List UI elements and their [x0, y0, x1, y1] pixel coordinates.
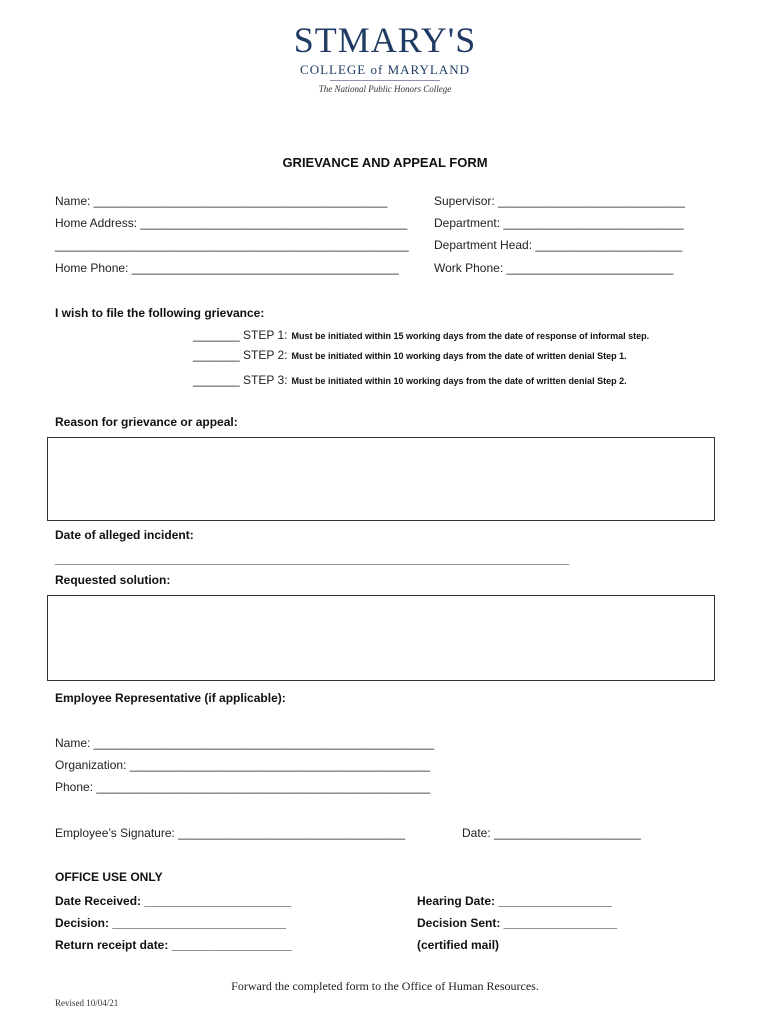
work-phone-field[interactable]: Work Phone: _________________________ [434, 261, 674, 275]
date-received-field[interactable]: Date Received: ______________________ [55, 894, 292, 908]
college-logo-subtitle: COLLEGE of MARYLAND [300, 62, 470, 77]
rep-name-field[interactable]: Name: ___________________________________________________ [55, 736, 435, 750]
step-3-label: _______ STEP 3: [193, 373, 288, 387]
grievance-heading: I wish to file the following grievance: [55, 306, 265, 320]
step-1-option[interactable] [193, 328, 649, 342]
incident-date-label: Date of alleged incident: [55, 528, 194, 542]
footer-instruction: Forward the completed form to the Office of Human Resources. [231, 979, 539, 993]
decision-field[interactable]: Decision: __________________________ [55, 916, 286, 930]
home-phone-field[interactable]: Home Phone: ________________________________________ [55, 261, 399, 275]
incident-date-line[interactable]: _____________________________________________________________________________ [55, 552, 569, 566]
revision-date: Revised 10/04/21 [55, 998, 119, 1008]
solution-textbox[interactable] [47, 595, 715, 681]
reason-label: Reason for grievance or appeal: [55, 415, 238, 429]
certified-mail-note: (certified mail) [417, 938, 500, 952]
step-2-option[interactable] [193, 348, 627, 362]
step-2-note: Must be initiated within 10 working days from the date of written denial Step 1. [291, 351, 627, 361]
department-head-field[interactable]: Department Head: ______________________ [434, 238, 683, 252]
step-2-label: _______ STEP 2: [193, 348, 288, 362]
hearing-date-field[interactable]: Hearing Date: _________________ [417, 894, 612, 908]
step-1-label: _______ STEP 1: [193, 328, 288, 342]
representative-heading: Employee Representative (if applicable): [55, 691, 286, 705]
supervisor-field[interactable]: Supervisor: ____________________________ [434, 194, 685, 208]
office-use-heading: OFFICE USE ONLY [55, 870, 163, 884]
reason-textbox[interactable] [47, 437, 715, 521]
rep-phone-field[interactable]: Phone: __________________________________________________ [55, 780, 431, 794]
step-1-note: Must be initiated within 15 working days from the date of response of informal step. [291, 331, 650, 341]
solution-label: Requested solution: [55, 573, 171, 587]
form-title: GRIEVANCE AND APPEAL FORM [282, 155, 488, 170]
decision-sent-field[interactable]: Decision Sent: _________________ [417, 916, 618, 930]
department-field[interactable]: Department: ___________________________ [434, 216, 684, 230]
signature-field[interactable]: Employee’s Signature: __________________________________ [55, 826, 406, 840]
logo-divider [330, 80, 440, 81]
step-3-note: Must be initiated within 10 working days from the date of written denial Step 2. [291, 376, 627, 386]
college-logo-name: STMARY'S [293, 20, 477, 60]
rep-organization-field[interactable]: Organization: _____________________________________________ [55, 758, 431, 772]
signature-date-field[interactable]: Date: ______________________ [462, 826, 641, 840]
home-address-field[interactable]: Home Address: ________________________________________ [55, 216, 408, 230]
step-3-option[interactable] [193, 373, 627, 387]
address-line-2-field[interactable]: _____________________________________________________ [55, 238, 409, 252]
name-field[interactable]: Name: ____________________________________________ [55, 194, 388, 208]
college-tagline: The National Public Honors College [318, 84, 452, 94]
return-receipt-field[interactable]: Return receipt date: __________________ [55, 938, 292, 952]
